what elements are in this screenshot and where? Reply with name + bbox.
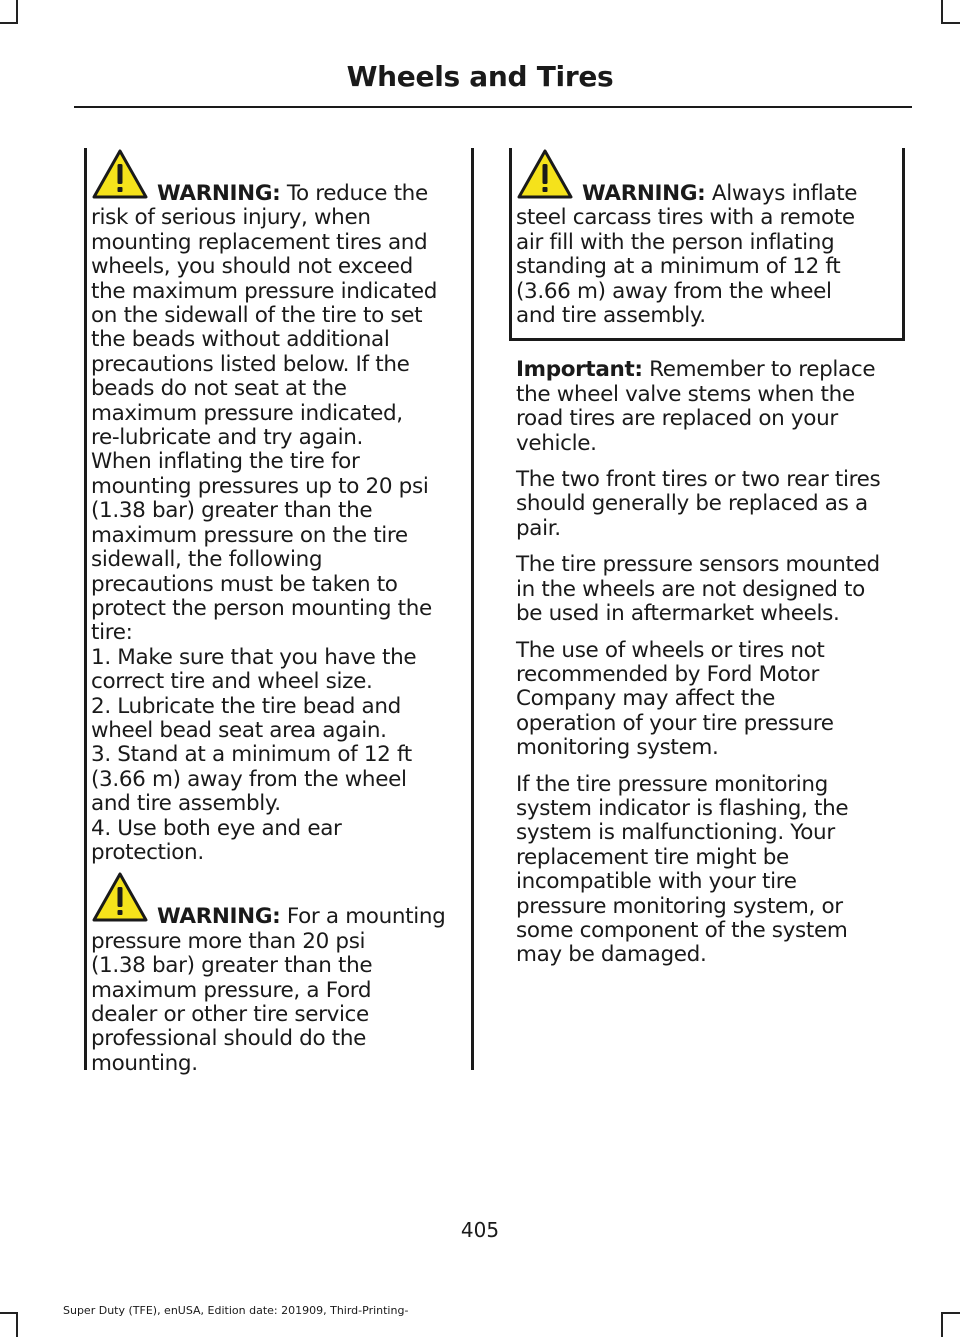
text-line: The tire pressure sensors mounted bbox=[516, 552, 880, 578]
crop-mark bbox=[941, 0, 943, 24]
footer-edition: Super Duty (TFE), enUSA, Edition date: 201909, Third-Printing- bbox=[63, 1304, 409, 1317]
warning-3-first-line bbox=[516, 182, 904, 206]
text-line: should generally be replaced as a bbox=[516, 491, 868, 517]
text-line: pair. bbox=[516, 515, 561, 541]
warning-block-2 bbox=[91, 905, 465, 1076]
crop-mark bbox=[16, 0, 18, 24]
text-line: 1. Make sure that you have the bbox=[91, 644, 417, 670]
important-text: Remember to replace bbox=[642, 357, 876, 383]
text-line: on the sidewall of the tire to set bbox=[91, 303, 423, 329]
text-line: 4. Use both eye and ear bbox=[91, 815, 342, 841]
text-line: (3.66 m) away from the wheel bbox=[516, 278, 832, 304]
text-line: (1.38 bar) greater than the bbox=[91, 498, 373, 524]
text-line: monitoring system. bbox=[516, 735, 719, 761]
paragraph-indicator-flashing bbox=[516, 773, 904, 968]
text-line: road tires are replaced on your bbox=[516, 406, 838, 432]
warning-text: Always inflate bbox=[705, 181, 858, 206]
warning-label: WARNING: bbox=[157, 181, 281, 206]
text-line: precautions must be taken to bbox=[91, 571, 398, 597]
text-line: the wheel valve stems when the bbox=[516, 381, 855, 407]
text-line: incompatible with your tire bbox=[516, 869, 797, 895]
text-line: and tire assembly. bbox=[91, 791, 281, 817]
text-line: wheels, you should not exceed bbox=[91, 254, 413, 280]
warning-block-1 bbox=[91, 182, 465, 865]
text-line: professional should do the bbox=[91, 1026, 366, 1052]
page-number: 405 bbox=[460, 1218, 500, 1242]
text-line: mounting replacement tires and bbox=[91, 229, 428, 255]
warning-text: For a mounting bbox=[280, 904, 446, 930]
text-line: standing at a minimum of 12 ft bbox=[516, 254, 841, 280]
text-line: the maximum pressure indicated bbox=[91, 278, 438, 304]
text-line: some component of the system bbox=[516, 917, 848, 943]
text-line: in the wheels are not designed to bbox=[516, 576, 865, 602]
text-line: operation of your tire pressure bbox=[516, 710, 834, 736]
paragraph-sensors bbox=[516, 553, 904, 626]
text-line: The two front tires or two rear tires bbox=[516, 467, 881, 493]
crop-mark bbox=[941, 1312, 943, 1337]
text-line: maximum pressure, a Ford bbox=[91, 977, 372, 1003]
text-line: mounting pressures up to 20 psi bbox=[91, 473, 429, 499]
text-line: the beads without additional bbox=[91, 327, 390, 353]
text-line: system indicator is flashing, the bbox=[516, 795, 849, 821]
text-line: tire: bbox=[91, 620, 133, 646]
page-title: Wheels and Tires bbox=[346, 60, 614, 93]
text-line: wheel bead seat area again. bbox=[91, 717, 387, 743]
text-line: pressure more than 20 psi bbox=[91, 928, 366, 954]
text-line: replacement tire might be bbox=[516, 844, 789, 870]
warning-1-body bbox=[91, 206, 465, 865]
text-line: steel carcass tires with a remote bbox=[516, 205, 855, 231]
left-column bbox=[91, 182, 465, 1076]
text-line: (1.38 bar) greater than the bbox=[91, 953, 373, 979]
warning-block-3 bbox=[516, 182, 904, 328]
warning-triangle-icon bbox=[91, 871, 149, 923]
text-line: precautions listed below. If the bbox=[91, 351, 410, 377]
crop-mark bbox=[941, 22, 960, 24]
text-line: vehicle. bbox=[516, 430, 597, 456]
crop-mark bbox=[0, 22, 18, 24]
warning-3-body bbox=[516, 206, 904, 328]
paragraph-wheels-not-recommended bbox=[516, 639, 904, 761]
warning-triangle-icon bbox=[91, 148, 149, 200]
important-label: Important: bbox=[516, 357, 643, 383]
text-line: maximum pressure on the tire bbox=[91, 522, 408, 548]
paragraph-replace-pair bbox=[516, 468, 904, 541]
header-divider bbox=[74, 106, 912, 108]
text-line: correct tire and wheel size. bbox=[91, 669, 373, 695]
text-line: system is malfunctioning. Your bbox=[516, 820, 835, 846]
text-line: (3.66 m) away from the wheel bbox=[91, 766, 407, 792]
text-line: Company may affect the bbox=[516, 686, 776, 712]
text-line: 2. Lubricate the tire bead and bbox=[91, 693, 401, 719]
right-column bbox=[516, 182, 904, 980]
text-line: air fill with the person inflating bbox=[516, 229, 835, 255]
text-line: sidewall, the following bbox=[91, 547, 323, 573]
text-line: re-lubricate and try again. bbox=[91, 425, 363, 451]
text-line: dealer or other tire service bbox=[91, 1002, 369, 1027]
important-note bbox=[516, 358, 904, 456]
text-line: protection. bbox=[91, 839, 204, 865]
warning-triangle-icon bbox=[516, 148, 574, 200]
text-line: 3. Stand at a minimum of 12 ft bbox=[91, 742, 412, 768]
text-line: be used in aftermarket wheels. bbox=[516, 601, 840, 627]
crop-mark bbox=[0, 1312, 18, 1314]
text-line: mounting. bbox=[91, 1050, 198, 1076]
text-line: and tire assembly. bbox=[516, 303, 706, 329]
text-line: recommended by Ford Motor bbox=[516, 661, 819, 687]
text-line: beads do not seat at the bbox=[91, 376, 347, 402]
text-line: risk of serious injury, when bbox=[91, 205, 371, 231]
text-line: maximum pressure indicated, bbox=[91, 400, 403, 426]
text-line: When inflating the tire for bbox=[91, 449, 360, 475]
text-line: If the tire pressure monitoring bbox=[516, 771, 828, 797]
warning-2-body bbox=[91, 930, 465, 1076]
text-line: protect the person mounting the bbox=[91, 595, 432, 621]
text-line: may be damaged. bbox=[516, 942, 707, 968]
warning-label: WARNING: bbox=[582, 181, 706, 206]
text-line: pressure monitoring system, or bbox=[516, 893, 843, 919]
crop-mark bbox=[16, 1312, 18, 1337]
text-line: The use of wheels or tires not bbox=[516, 637, 825, 663]
warning-text: To reduce the bbox=[280, 181, 428, 206]
crop-mark bbox=[941, 1312, 960, 1314]
warning-label: WARNING: bbox=[157, 904, 281, 930]
